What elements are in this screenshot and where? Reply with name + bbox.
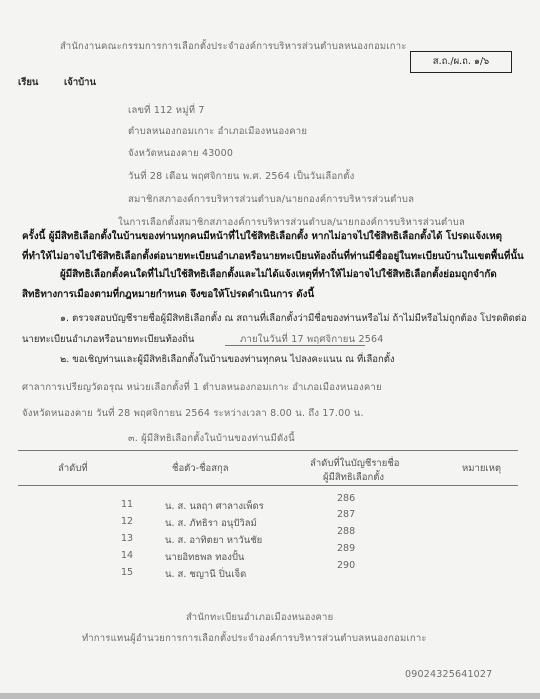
- table-row-seq: 12: [121, 516, 134, 527]
- instruction-item-3: ๓. ผู้มีสิทธิเลือกตั้งในบ้านของท่านมีดังนี้: [128, 433, 295, 444]
- table-row-list-no: 289: [337, 543, 356, 554]
- salutation-value: เจ้าบ้าน: [64, 77, 97, 88]
- notice-line-4: สิทธิทางการเมืองตามที่กฎหมายกำหนด จึงขอให้โปรดดำเนินการ ดังนี้: [22, 289, 315, 300]
- header-name: ชื่อตัว-ชื่อสกุล: [172, 463, 229, 474]
- table-top-rule: [18, 450, 518, 451]
- instruction-item-1-cont: นายทะเบียนอำเภอหรือนายทะเบียนท้องถิ่น: [22, 334, 195, 345]
- table-row-seq: 11: [121, 499, 134, 510]
- venue-line-2: จังหวัดหนองคาย วันที่ 28 พฤศจิกายน 2564 ระหว่างเวลา 8.00 น. ถึง 17.00 น.: [22, 408, 364, 419]
- table-row-name: น. ส. ภัทธิรา อนุปัวิลม์: [165, 518, 257, 529]
- office-header: สำนักงานคณะกรรมการการเลือกตั้งประจำองค์การบริหารส่วนตำบลหนองกอมเกาะ: [60, 41, 407, 52]
- deadline-underline: [225, 345, 365, 346]
- table-row-name: นายอิทธพล ทองปั้น: [165, 552, 245, 563]
- header-list-no-sub: ผู้มีสิทธิเลือกตั้ง: [323, 472, 385, 483]
- page-bottom-edge: [0, 693, 540, 699]
- notice-line-2: ที่ทำให้ไม่อาจไปใช้สิทธิเลือกตั้งต่อนายทะเบียนอำเภอหรือนายทะเบียนท้องถิ่นที่ท่านมีชื่ออยู่ในทะเบียนบ้านในเขตพื้นที่นั้น: [22, 251, 524, 262]
- table-row-name: น. ส. อาทิตยา หาวันชัย: [165, 535, 263, 546]
- venue-line-1: ศาลาการเปรียญวัดอรุณ หน่วยเลือกตั้งที่ 1 ตำบลหนองกอมเกาะ อำเภอเมืองหนองคาย: [22, 382, 382, 393]
- document-code: 09024325641027: [405, 669, 493, 680]
- table-row-list-no: 286: [337, 493, 356, 504]
- header-list-no: ลำดับที่ในบัญชีรายชื่อ: [310, 458, 400, 469]
- table-row-seq: 13: [121, 533, 134, 544]
- header-note: หมายเหตุ: [462, 463, 502, 474]
- table-row-seq: 14: [121, 550, 134, 561]
- footer-office: สำนักทะเบียนอำเภอเมืองหนองคาย: [186, 612, 334, 623]
- intro-line: ในการเลือกตั้งสมาชิกสภาองค์การบริหารส่วนตำบล/นายกองค์การบริหารส่วนตำบล: [118, 217, 465, 228]
- notice-line-3: ผู้มีสิทธิเลือกตั้งคนใดที่ไม่ไปใช้สิทธิเลือกตั้งและไม่ได้แจ้งเหตุที่ทำให้ไม่อาจไปใช้สิทธิเลือกตั้งย่อมถูกจำกัด: [60, 269, 497, 280]
- election-date-line: วันที่ 28 เดือน พฤศจิกายน พ.ศ. 2564 เป็นวันเลือกตั้ง: [128, 171, 355, 182]
- table-row-name: น. ส. ชญานี ปิ่นเจ็ด: [165, 569, 247, 580]
- instruction-item-2: ๒. ขอเชิญท่านและผู้มีสิทธิเลือกตั้งในบ้านของท่านทุกคน ไปลงคะแนน ณ ที่เลือกตั้ง: [60, 354, 395, 365]
- header-seq: ลำดับที่: [58, 463, 88, 474]
- table-row-list-no: 290: [337, 560, 356, 571]
- form-number-box: ส.ถ./ผ.ถ. ๑/๖: [410, 51, 512, 73]
- footer-signatory: ทำการแทนผู้อำนวยการการเลือกตั้งประจำองค์การบริหารส่วนตำบลหนองกอมเกาะ: [82, 633, 427, 644]
- table-row-list-no: 287: [337, 509, 356, 520]
- instruction-item-1: ๑. ตรวจสอบบัญชีรายชื่อผู้มีสิทธิเลือกตั้ง ณ สถานที่เลือกตั้งว่ามีชื่อของท่านหรือไม่ ถ้าไม่มีหรือไม่ถูกต้อง โปรดติดต่อ: [60, 313, 527, 324]
- election-type-line: สมาชิกสภาองค์การบริหารส่วนตำบล/นายกองค์การบริหารส่วนตำบล: [128, 194, 415, 205]
- table-row-name: น. ส. นลฤา ศาลางเพ็ดร: [165, 501, 264, 512]
- province-line: จังหวัดหนองคาย 43000: [128, 148, 234, 159]
- subdistrict-line: ตำบลหนองกอมเกาะ อำเภอเมืองหนองคาย: [128, 126, 308, 137]
- house-number: เลขที่ 112 หมู่ที่ 7: [128, 105, 205, 116]
- salutation-label: เรียน: [18, 77, 39, 88]
- instruction-deadline: ภายในวันที่ 17 พฤศจิกายน 2564: [240, 334, 384, 345]
- table-row-list-no: 288: [337, 526, 356, 537]
- notice-line-1: ครั้งนี้ ผู้มีสิทธิเลือกตั้งในบ้านของท่านทุกคนมีหน้าที่ไปใช้สิทธิเลือกตั้ง หากไม่อาจไปใช้สิทธิเลือกตั้งได้ โปรดแจ้งเหตุ: [22, 231, 503, 242]
- table-row-seq: 15: [121, 567, 134, 578]
- table-header-rule: [18, 485, 518, 486]
